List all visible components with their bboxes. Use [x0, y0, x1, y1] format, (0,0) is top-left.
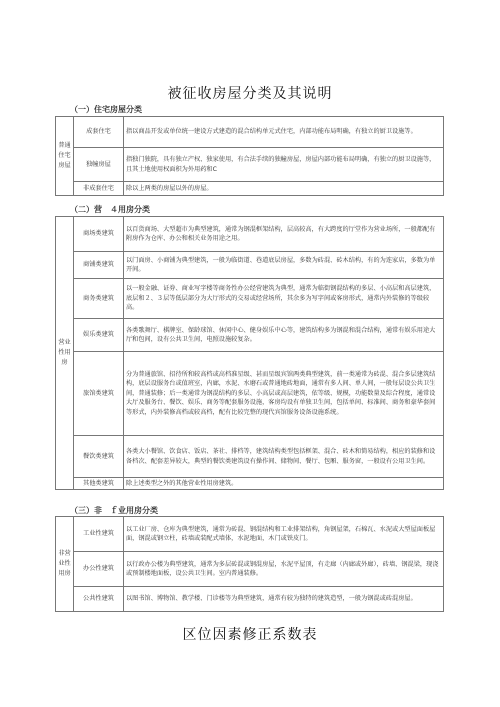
group-label-residential: 普通住宅房屋 [56, 117, 74, 196]
type-cell: 非成套住宅 [74, 182, 124, 196]
type-cell: 工业性建筑 [74, 517, 124, 552]
footer-title: 区位因素修正系数表 [182, 627, 318, 643]
type-cell: 公共性建筑 [74, 587, 124, 612]
table-row [56, 117, 444, 148]
section-heading-noncommercial: （三）非 ｆ业用房分类 [70, 506, 158, 515]
type-cell: 娱乐类建筑 [74, 319, 124, 352]
table-row [56, 478, 444, 490]
description-cell: 以工业厂房、仓库为典型建筑，通常为砖混、钢混结构和工业排架结构，角钢屋架，石棉瓦、水泥或大型屋面板屋面，钢混或钢立柱，砖墙或装配式墙体，水泥地面，木门或铁皮门。 [124, 517, 444, 552]
type-cell: 成套住宅 [74, 117, 124, 148]
section-heading-commercial: （二）营 ４用房分类 [70, 205, 150, 214]
table-row [56, 517, 444, 552]
description-cell: 以行政办公楼为典型建筑，通常为多层砖混或钢混房屋，水泥平屋顶，有走廊（内廊或外廊），砖墙、钢混梁，现浇或预制楼地面板，设公共卫生间。室内普通装修。 [124, 552, 444, 587]
commercial-table [55, 216, 444, 490]
table-row [56, 352, 444, 436]
description-cell: 指独门独院，具有独立产权、独家使用，有合法手续的独幢房屋，房屋内部功能布局明确，有独立的厨卫设施等，且其土地使用权面积为外用药和C [124, 148, 444, 182]
description-cell: 以百货商场、大型超市为典型建筑，通常为钢混框架结构，层高较高，有大跨度的厅堂作为营业场所，一般都配有附房作为仓库、办公和相关业务用途之用。 [124, 217, 444, 252]
table-row [56, 252, 444, 279]
group-label-commercial: 营业性用房 [56, 217, 74, 490]
residential-table [55, 116, 444, 196]
document-title: 被征收房屋分类及其说明 [167, 86, 333, 102]
noncommercial-table [55, 516, 444, 612]
type-cell: 商铺类建筑 [74, 252, 124, 279]
table-row [56, 217, 444, 252]
description-cell: 各类大小餐馆、饮食店、饭店、茶社、排档等，建筑结构类型包括框架、混合、砖木和简易结构，相应的装修和设备档次、配套差异较大，典型的餐饮类建筑设有操作间、储物间、餐厅、包厢、服务窗，一般设有公用卫生间。 [124, 436, 444, 478]
type-cell: 餐饮类建筑 [74, 436, 124, 478]
table-row [56, 319, 444, 352]
type-cell: 其他类建筑 [74, 478, 124, 490]
group-label-noncommercial: 非营业性用房 [56, 517, 74, 612]
type-cell: 商务类建筑 [74, 279, 124, 319]
description-cell: 以门面房、小商铺为典型建筑，一般为临街道、巷道底层房屋，多数为砖混、砖木结构，有的为连家店，多数为单开间。 [124, 252, 444, 279]
description-cell: 以图书馆、博物馆、教学楼、门诊楼等为典型建筑，通常有较为独特的建筑造型，一般为钢混或砖混房屋。 [124, 587, 444, 612]
type-cell: 商场类建筑 [74, 217, 124, 252]
description-cell: 各类歌舞厅、棋牌室、保龄球馆、休闲中心、健身娱乐中心等，建筑结构多为钢混和混合结构，通常有娱乐用途大厅和包间，设有公共卫生间，电照设施较复杂。 [124, 319, 444, 352]
description-cell: 分为普通旅馆、招待所和较高档或高档准星级、甚而星级宾馆两类典型建筑，前一类通常为砖混、混合多层建筑结构，底层设服务台或值班室，内廊，水泥、水磨石或普通地砖地面，通常有多人间、单人间，一般每层设公共卫生间，普通装修；后一类通常为钢混结构的多层、小高层或高层建筑，依等级、规模，功能数量及综合程度，通常设大厅及服务台、餐饮、娱乐、商务等配套服务设施，客房均设有单独卫生间，包括单间、标准间、商务和豪华套间等形式，内外装修高档或较高档，配有比较完整的现代宾馆服务设备设施系统。 [124, 352, 444, 436]
table-row [56, 182, 444, 196]
type-cell: 独幢房屋 [74, 148, 124, 182]
section-heading-residential: （一）住宅房屋分类 [70, 105, 142, 114]
type-cell: 旅馆类建筑 [74, 352, 124, 436]
type-cell: 办公性建筑 [74, 552, 124, 587]
table-row [56, 587, 444, 612]
table-row [56, 148, 444, 182]
description-cell: 除上述类型之外的其他营业性用房建筑。 [124, 478, 444, 490]
table-row [56, 279, 444, 319]
description-cell: 除以上两类的房屋以外的房屋。 [124, 182, 444, 196]
description-cell: 以一般金融、证券、商业写字楼等商务性办公经营建筑为典型，通常为临街钢混结构的多层、小高层和高层建筑，底层和２、３层等低层部分为大厅形式的交易或经营场所，其余多为写字间或客房形式，通常内外装修的等级较高。 [124, 279, 444, 319]
table-row [56, 552, 444, 587]
description-cell: 指以商品开发或单位统一建设方式建造的混合结构单元式住宅，内部功能布局明确，有独立的厨卫设施等。 [124, 117, 444, 148]
table-row [56, 436, 444, 478]
